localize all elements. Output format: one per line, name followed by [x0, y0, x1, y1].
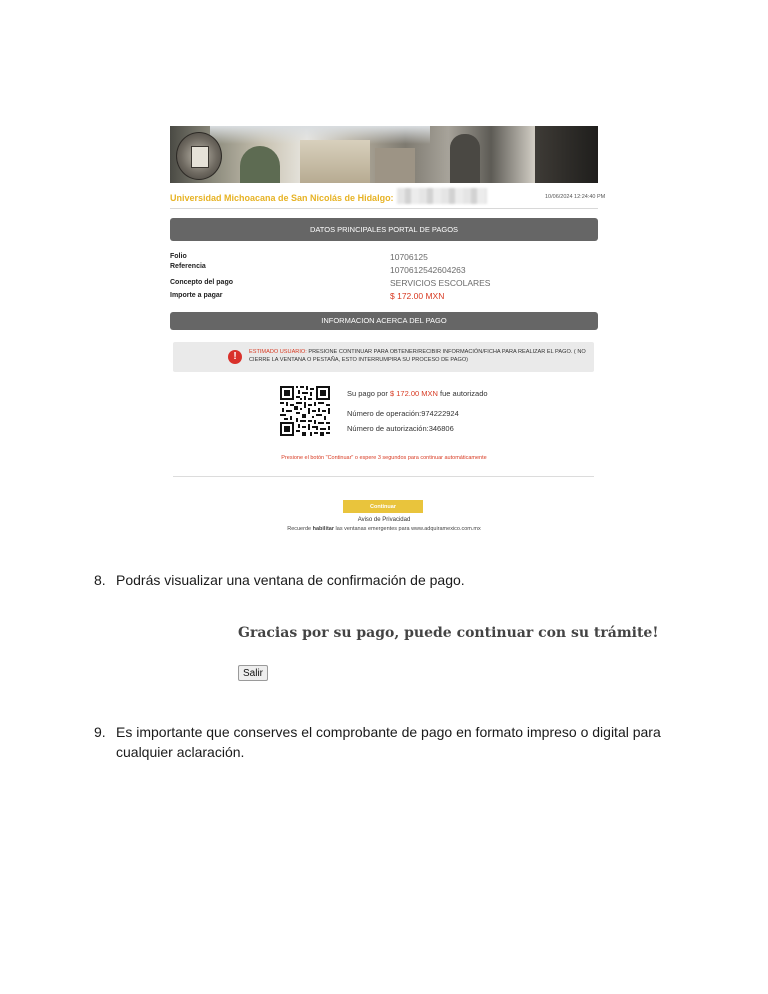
- referencia-value: 1070612542604263: [390, 265, 466, 275]
- step-9-line-1: Es importante que conserves el comprobante de pago en formato impreso o digital para: [116, 724, 661, 740]
- concepto-value: SERVICIOS ESCOLARES: [390, 278, 491, 288]
- section-divider: [173, 476, 594, 477]
- reminder-suffix: las ventanas emergentes para www.adquiramexico.com.mx: [335, 526, 481, 532]
- university-seal-logo: [176, 132, 222, 180]
- operation-number: Número de operación:974222924: [347, 409, 459, 418]
- step-9: [94, 722, 714, 762]
- seal-shield: [191, 146, 209, 168]
- continuar-button[interactable]: Continuar: [343, 500, 423, 513]
- folio-label: Folio: [170, 253, 187, 260]
- referencia-label: Referencia: [170, 263, 206, 270]
- alert-prefix: ESTIMADO USUARIO:: [249, 349, 307, 355]
- banner-dark-section: [535, 126, 598, 183]
- importe-value: $ 172.00 MXN: [390, 291, 445, 301]
- paid-amount: $ 172.00 MXN: [389, 389, 438, 398]
- continue-instruction: Presione el botón "Continuar" o espere 3 segundos para continuar automáticamente: [281, 455, 487, 461]
- confirmation-message: Gracias por su pago, puede continuar con su trámite!: [238, 625, 659, 641]
- importe-label: Importe a pagar: [170, 292, 223, 299]
- portal-banner: [170, 126, 598, 183]
- informacion-pago-header: INFORMACION ACERCA DEL PAGO: [170, 312, 598, 330]
- paid-prefix: Su pago por: [347, 389, 388, 398]
- alert-body: PRESIONE CONTINUAR PARA OBTENER/RECIBIR INFORMACIÓN/FICHA PARA REALIZAR EL PAGO. ( NO CIERRE LA VENTANA O PESTAÑA, ESTO INTERRUMPIRA SU PROCESO DE PAGO): [249, 349, 586, 363]
- popup-reminder: [170, 526, 598, 532]
- step-9-number: 9.: [94, 724, 106, 740]
- folio-value: 10706125: [390, 252, 428, 262]
- payment-authorized-line: [347, 389, 488, 398]
- alert-exclamation-icon: !: [228, 350, 242, 364]
- step-8-number: 8.: [94, 572, 106, 588]
- reminder-prefix: Recuerde: [287, 526, 312, 532]
- blurred-student-name: [397, 188, 487, 204]
- authorization-number: Número de autorización:346806: [347, 424, 454, 433]
- step-9-line-2: cualquier aclaración.: [116, 744, 245, 760]
- banner-building-side: [375, 148, 415, 183]
- university-name: Universidad Michoacana de San Nicolás de Hidalgo:: [170, 193, 394, 203]
- step-8: [94, 570, 714, 590]
- step-8-text: Podrás visualizar una ventana de confirmación de pago.: [116, 572, 465, 588]
- banner-tree: [240, 146, 280, 183]
- banner-statue: [450, 134, 480, 183]
- banner-building: [300, 140, 370, 183]
- concepto-label: Concepto del pago: [170, 279, 233, 286]
- alert-message: [249, 349, 589, 364]
- paid-suffix: fue autorizado: [440, 389, 488, 398]
- datos-principales-header: DATOS PRINCIPALES PORTAL DE PAGOS: [170, 218, 598, 241]
- qr-code-icon: [280, 386, 330, 436]
- transaction-datetime: 10/06/2024 12:24:40 PM: [545, 194, 606, 200]
- user-alert-box: [173, 342, 594, 372]
- salir-button[interactable]: Salir: [238, 665, 268, 681]
- privacy-notice-link[interactable]: Aviso de Privacidad: [357, 517, 411, 523]
- reminder-bold: habilitar: [312, 526, 335, 532]
- header-divider: [170, 208, 598, 209]
